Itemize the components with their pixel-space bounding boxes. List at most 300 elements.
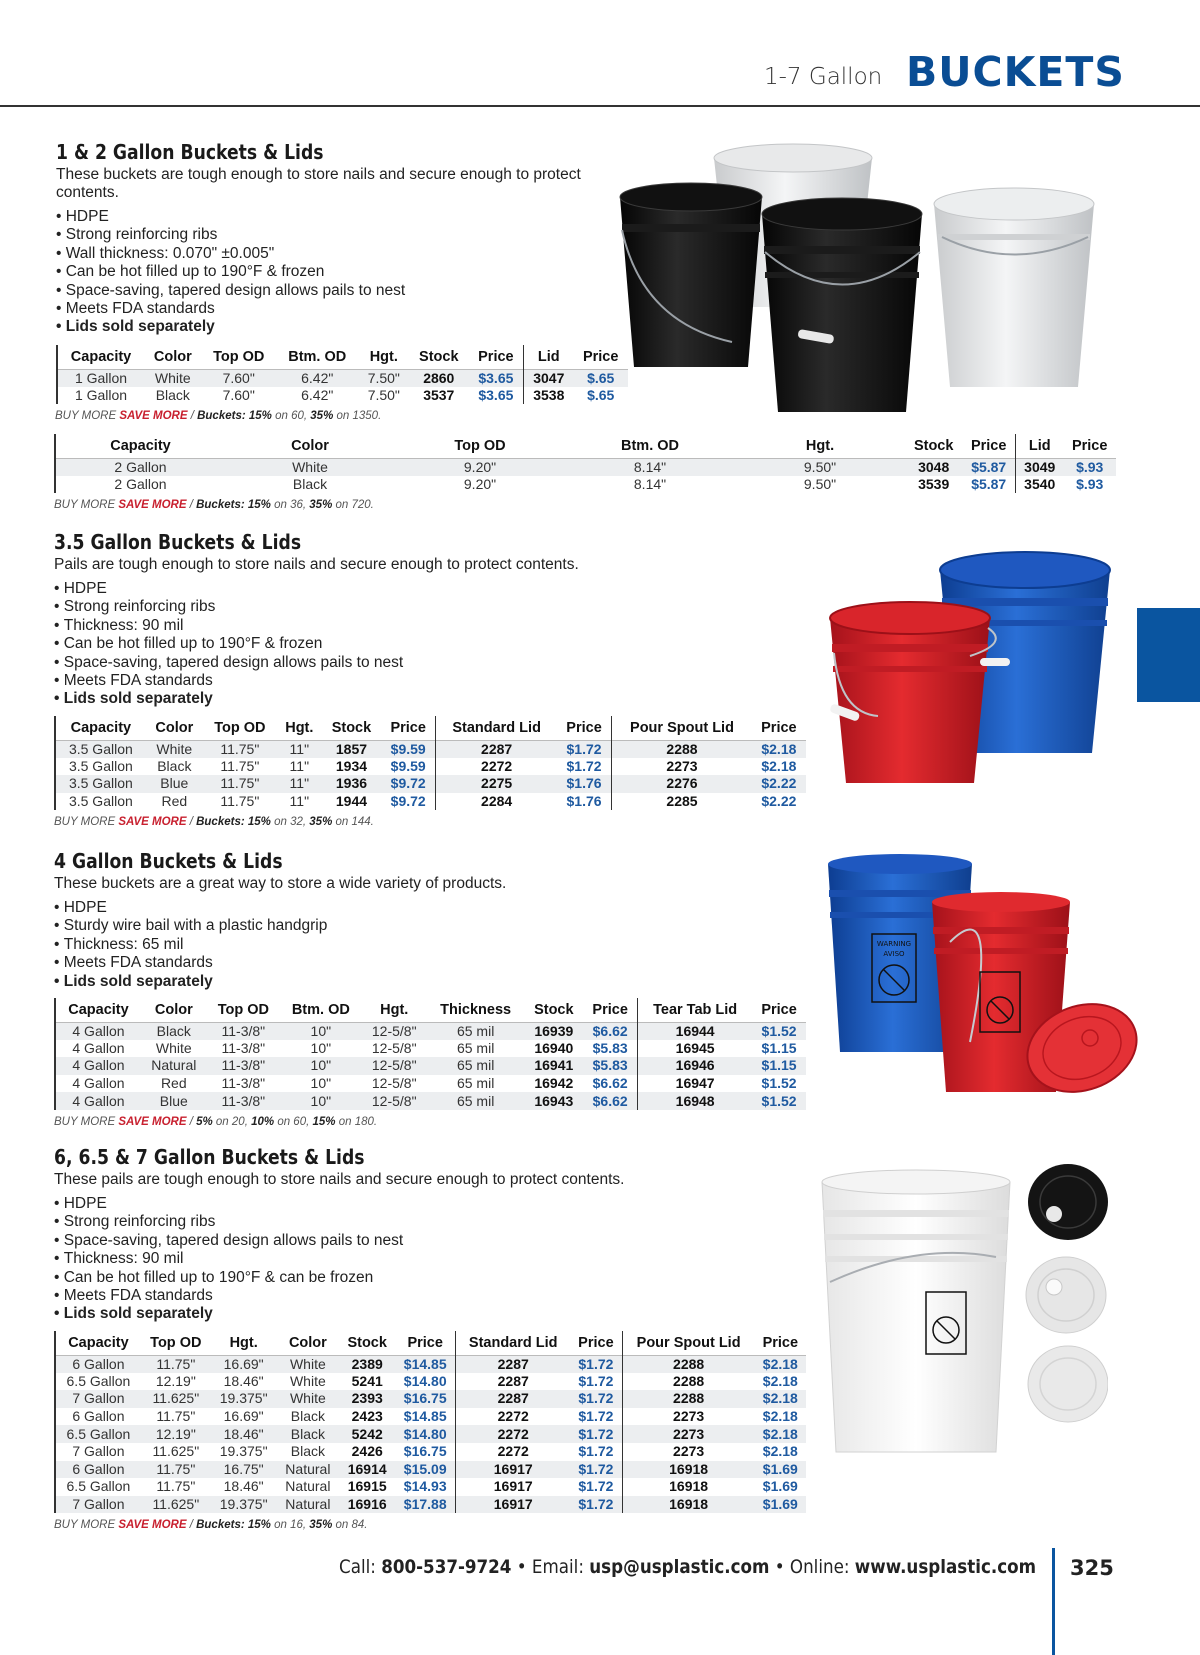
price-cell: $2.18 <box>755 1408 806 1426</box>
price-cell: $9.72 <box>381 775 436 793</box>
feature-item: • Strong reinforcing ribs <box>56 226 616 244</box>
website-link[interactable]: www.usplastic.com <box>854 1556 1036 1578</box>
cell: 12-5/8" <box>362 1022 427 1040</box>
cell: 3.5 Gallon <box>55 793 146 811</box>
cell: 6.5 Gallon <box>55 1425 141 1443</box>
cell: 10" <box>280 1057 362 1075</box>
price-cell: $3.65 <box>469 387 524 405</box>
price-cell: $1.72 <box>570 1355 622 1373</box>
volume-discount-note <box>55 410 381 422</box>
stock-cell: 1944 <box>322 793 381 811</box>
price-cell: $1.69 <box>755 1461 806 1479</box>
buy-more-text: BUY MORE <box>54 816 119 828</box>
lid-cell: 16918 <box>622 1478 755 1496</box>
cell: Natural <box>277 1496 340 1514</box>
cell: 65 mil <box>427 1057 525 1075</box>
cell: 9.20" <box>395 476 565 494</box>
discount-qty: on 16, <box>270 1519 310 1531</box>
cell: 6 Gallon <box>55 1408 141 1426</box>
cell: 11-3/8" <box>207 1022 280 1040</box>
price-cell: $2.18 <box>755 1443 806 1461</box>
cell: 11-3/8" <box>207 1075 280 1093</box>
bucket-photo-3-5-gallon <box>820 548 1120 793</box>
feature-item: • HDPE <box>54 899 774 917</box>
cell: 6.42" <box>276 387 359 405</box>
cell: 10" <box>280 1040 362 1058</box>
footer-divider <box>1052 1548 1055 1655</box>
lid-cell: 16947 <box>638 1075 753 1093</box>
cell: Red <box>141 1075 207 1093</box>
price-cell: $.93 <box>1063 476 1116 494</box>
cell: 7 Gallon <box>55 1443 141 1461</box>
price-cell: $.65 <box>573 369 628 387</box>
cell: Black <box>277 1408 340 1426</box>
discount-label: Buckets: <box>196 1519 245 1531</box>
cell: 11.75" <box>203 758 277 776</box>
feature-item: • Lids sold separately <box>54 690 774 708</box>
col-header: Stock <box>419 348 459 365</box>
discount-pct: 35% <box>310 410 334 422</box>
stock-cell: 1934 <box>322 758 381 776</box>
col-header: Hgt. <box>229 1334 258 1351</box>
lid-cell: 16918 <box>622 1496 755 1514</box>
stock-cell: 1936 <box>322 775 381 793</box>
phone-number[interactable]: 800-537-9724 <box>381 1556 512 1578</box>
cell: 3.5 Gallon <box>55 740 146 758</box>
cell: 18.46" <box>211 1478 277 1496</box>
feature-list <box>54 899 774 991</box>
discount-qty: on 36, <box>270 499 310 511</box>
cell: 65 mil <box>427 1022 525 1040</box>
feature-item: • Can be hot filled up to 190°F & frozen <box>54 635 774 653</box>
col-header: Capacity <box>55 434 225 458</box>
table-row <box>55 1390 806 1408</box>
discount-pct: 35% <box>309 1519 333 1531</box>
cell: 11.75" <box>141 1461 211 1479</box>
lid-cell: 2288 <box>622 1373 755 1391</box>
cell: 7.50" <box>359 387 409 405</box>
feature-item: • Can be hot filled up to 190°F & can be frozen <box>54 1269 774 1287</box>
volume-discount-note <box>54 816 374 828</box>
section-1-2-gallon <box>56 140 616 337</box>
col-header: Price <box>970 437 1007 454</box>
price-cell: $9.59 <box>381 740 436 758</box>
price-cell: $1.72 <box>570 1443 622 1461</box>
cell: Black <box>144 387 201 405</box>
section-4-gallon <box>54 849 774 991</box>
cell: Black <box>146 758 203 776</box>
lid-cell: 2287 <box>456 1373 571 1391</box>
table-row <box>55 1075 806 1093</box>
lid-cell: 2273 <box>622 1443 755 1461</box>
col-header: Top OD <box>213 348 265 365</box>
price-cell: $1.69 <box>755 1478 806 1496</box>
col-header: Price <box>592 1001 628 1018</box>
cell: 11.625" <box>141 1496 211 1514</box>
stock-cell: 16939 <box>524 1022 583 1040</box>
col-header: Capacity <box>55 998 141 1022</box>
price-cell: $9.59 <box>381 758 436 776</box>
discount-qty: on 144. <box>332 816 374 828</box>
cell: 12.19" <box>141 1373 211 1391</box>
lid-cell: 16917 <box>456 1461 571 1479</box>
bucket-photo-4-gallon <box>820 852 1140 1114</box>
discount-pct: 35% <box>309 499 333 511</box>
stock-cell: 2426 <box>339 1443 395 1461</box>
cell: 12-5/8" <box>362 1092 427 1110</box>
cell: 6.5 Gallon <box>55 1373 141 1391</box>
cell: Natural <box>277 1461 340 1479</box>
stock-cell: 16940 <box>524 1040 583 1058</box>
stock-cell: 2423 <box>339 1408 395 1426</box>
lid-cell: 2272 <box>456 1425 571 1443</box>
col-header: Top OD <box>217 1001 269 1018</box>
cell: 11.75" <box>203 740 277 758</box>
online-label: • Online: <box>769 1556 855 1578</box>
discount-qty: on 32, <box>270 816 310 828</box>
cell: 1 Gallon <box>57 369 144 387</box>
header-rule <box>0 105 1200 107</box>
lid-cell: 2285 <box>612 793 752 811</box>
col-header: Tear Tab Lid <box>638 998 753 1022</box>
slash: / <box>187 410 198 422</box>
table-row <box>55 1373 806 1391</box>
price-cell: $2.18 <box>755 1355 806 1373</box>
col-header: Pour Spout Lid <box>622 1331 755 1355</box>
cell: White <box>144 369 201 387</box>
cell: 19.375" <box>211 1390 277 1408</box>
cell: 11.75" <box>203 793 277 811</box>
price-cell: $1.72 <box>570 1461 622 1479</box>
email-label: • Email: <box>511 1556 590 1578</box>
col-header: Stock <box>534 1001 574 1018</box>
price-cell: $2.18 <box>755 1425 806 1443</box>
discount-qty: on 180. <box>335 1116 378 1128</box>
discount-pct: 35% <box>309 816 333 828</box>
header-title: BUCKETS <box>906 48 1125 96</box>
feature-item: • Strong reinforcing ribs <box>54 598 774 616</box>
buy-more-text: BUY MORE <box>55 410 120 422</box>
cell: 4 Gallon <box>55 1040 141 1058</box>
price-cell: $14.85 <box>395 1408 456 1426</box>
stock-cell: 2860 <box>409 369 469 387</box>
price-cell: $2.22 <box>752 793 806 811</box>
section-6-7-gallon <box>54 1145 774 1324</box>
col-header: Price <box>761 719 797 736</box>
cell: 7.60" <box>202 369 276 387</box>
price-cell: $14.80 <box>395 1425 456 1443</box>
discount-pct: 15% <box>247 1519 271 1531</box>
discount-qty: on 60, <box>271 410 311 422</box>
cell: 6.42" <box>276 369 359 387</box>
lid-cell: 2288 <box>622 1355 755 1373</box>
cell: 16.69" <box>211 1408 277 1426</box>
price-cell: $6.62 <box>583 1092 637 1110</box>
cell: 11.75" <box>141 1355 211 1373</box>
discount-pct: 10% <box>251 1116 275 1128</box>
price-cell: $1.15 <box>752 1040 806 1058</box>
feature-item: • Meets FDA standards <box>54 672 774 690</box>
section-tab <box>1137 608 1200 702</box>
table-row <box>55 1443 806 1461</box>
col-header: Hgt. <box>285 719 314 736</box>
page-header <box>0 0 1200 108</box>
price-cell: $1.72 <box>570 1373 622 1391</box>
lid-cell: 2273 <box>622 1425 755 1443</box>
table-row <box>55 1022 806 1040</box>
lid-cell: 2287 <box>456 1355 571 1373</box>
col-header: Price <box>578 1334 614 1351</box>
col-header: Lid <box>524 345 574 369</box>
col-header: Price <box>582 348 619 365</box>
price-cell: $5.87 <box>962 458 1015 476</box>
slash: / <box>186 1519 197 1531</box>
email-link[interactable]: usp@usplastic.com <box>589 1556 770 1578</box>
table-row <box>55 1040 806 1058</box>
feature-item: • Meets FDA standards <box>54 1287 774 1305</box>
cell: Blue <box>141 1092 207 1110</box>
bucket-photo-1-2-gallon <box>612 142 1112 417</box>
cell: 12-5/8" <box>362 1075 427 1093</box>
discount-label: Buckets: <box>196 816 245 828</box>
table-row <box>55 1478 806 1496</box>
stock-cell: 2393 <box>339 1390 395 1408</box>
cell: 11" <box>277 793 322 811</box>
col-header: Stock <box>347 1334 387 1351</box>
save-more-text: SAVE MORE <box>118 816 187 828</box>
cell: 10" <box>280 1075 362 1093</box>
cell: 11.75" <box>203 775 277 793</box>
spec-table-3-5-gallon <box>54 716 806 810</box>
price-cell: $9.72 <box>381 793 436 811</box>
price-cell: $6.62 <box>583 1075 637 1093</box>
cell: White <box>277 1373 340 1391</box>
buy-more-text: BUY MORE <box>54 1519 119 1531</box>
price-cell: $1.76 <box>557 775 612 793</box>
discount-label: Buckets: <box>196 499 245 511</box>
price-cell: $2.22 <box>752 775 806 793</box>
discount-qty: on 84. <box>332 1519 368 1531</box>
cell: 4 Gallon <box>55 1075 141 1093</box>
cell: 7 Gallon <box>55 1390 141 1408</box>
section-description: These buckets are a great way to store a wide variety of products. <box>54 875 507 892</box>
feature-item: • Meets FDA standards <box>54 954 774 972</box>
save-more-text: SAVE MORE <box>118 1116 187 1128</box>
lid-cell: 3540 <box>1016 476 1064 494</box>
lid-cell: 16944 <box>638 1022 753 1040</box>
lid-cell: 3049 <box>1016 458 1064 476</box>
cell: 9.50" <box>735 458 905 476</box>
cell: Blue <box>146 775 203 793</box>
cell: White <box>225 458 395 476</box>
section-3-5-gallon <box>54 530 774 709</box>
cell: 4 Gallon <box>55 1057 141 1075</box>
price-cell: $5.87 <box>962 476 1015 494</box>
price-cell: $3.65 <box>469 369 524 387</box>
price-cell: $15.09 <box>395 1461 456 1479</box>
table-row <box>55 1496 806 1514</box>
page-number: 325 <box>1070 1556 1114 1580</box>
cell: Red <box>146 793 203 811</box>
spec-table-6-7-gallon <box>54 1331 806 1513</box>
cell: 12-5/8" <box>362 1057 427 1075</box>
feature-item: • Space-saving, tapered design allows pails to nest <box>56 282 616 300</box>
cell: 6 Gallon <box>55 1461 141 1479</box>
feature-list <box>54 580 774 709</box>
price-cell: $1.72 <box>570 1408 622 1426</box>
feature-list <box>54 1195 774 1324</box>
col-header: Color <box>154 1001 193 1018</box>
stock-cell: 3539 <box>905 476 962 494</box>
feature-item: • Thickness: 90 mil <box>54 1250 774 1268</box>
table-row <box>55 758 806 776</box>
col-header: Price <box>478 348 514 365</box>
table-row <box>55 458 1116 476</box>
price-cell: $5.83 <box>583 1057 637 1075</box>
lid-cell: 2284 <box>436 793 557 811</box>
cell: White <box>277 1390 340 1408</box>
lid-cell: 2287 <box>436 740 557 758</box>
slash: / <box>186 816 197 828</box>
cell: 7 Gallon <box>55 1496 141 1514</box>
discount-label: Buckets: <box>197 410 246 422</box>
lid-cell: 2275 <box>436 775 557 793</box>
col-header: Color <box>288 1334 327 1351</box>
stock-cell: 16941 <box>524 1057 583 1075</box>
cell: 19.375" <box>211 1496 277 1514</box>
cell: White <box>146 740 203 758</box>
cell: 12-5/8" <box>362 1040 427 1058</box>
price-cell: $17.88 <box>395 1496 456 1514</box>
discount-qty: on 60, <box>274 1116 313 1128</box>
discount-pct: 15% <box>248 410 272 422</box>
stock-cell: 5242 <box>339 1425 395 1443</box>
feature-item: • Meets FDA standards <box>56 300 616 318</box>
feature-item: • Can be hot filled up to 190°F & frozen <box>56 263 616 281</box>
section-description: These pails are tough enough to store nails and secure enough to protect contents. <box>54 1171 625 1188</box>
col-header: Price <box>390 719 426 736</box>
volume-discount-note <box>54 1116 377 1128</box>
price-cell: $1.72 <box>570 1390 622 1408</box>
col-header: Price <box>566 719 602 736</box>
feature-list <box>56 208 616 337</box>
cell: 11.625" <box>141 1390 211 1408</box>
feature-item: • Wall thickness: 0.070" ±0.005" <box>56 245 616 263</box>
col-header: Stock <box>913 437 954 454</box>
stock-cell: 16915 <box>339 1478 395 1496</box>
table-row <box>57 387 628 405</box>
save-more-text: SAVE MORE <box>118 499 187 511</box>
stock-cell: 1857 <box>322 740 381 758</box>
col-header: Color <box>155 719 194 736</box>
table-row <box>55 1092 806 1110</box>
col-header: Price <box>1071 437 1108 454</box>
lid-cell: 2272 <box>436 758 557 776</box>
cell: 19.375" <box>211 1443 277 1461</box>
cell: 11.625" <box>141 1443 211 1461</box>
cell: 11.75" <box>141 1408 211 1426</box>
price-cell: $2.18 <box>752 758 806 776</box>
lid-cell: 16948 <box>638 1092 753 1110</box>
lid-cell: 3047 <box>524 369 574 387</box>
aviso-label: AVISO <box>883 950 905 958</box>
cell: 65 mil <box>427 1075 525 1093</box>
stock-cell: 16914 <box>339 1461 395 1479</box>
col-header: Hgt. <box>805 437 835 454</box>
stock-cell: 5241 <box>339 1373 395 1391</box>
table-row <box>57 369 628 387</box>
cell: Black <box>225 476 395 494</box>
warning-label: WARNING <box>876 940 912 948</box>
table-row <box>55 793 806 811</box>
discount-pct: 5% <box>196 1116 213 1128</box>
cell: 10" <box>280 1092 362 1110</box>
feature-item: • Space-saving, tapered design allows pails to nest <box>54 654 774 672</box>
discount-qty: on 20, <box>212 1116 252 1128</box>
col-header: Color <box>291 437 329 454</box>
feature-item: • Thickness: 90 mil <box>54 617 774 635</box>
cell: White <box>277 1355 340 1373</box>
cell: White <box>141 1040 207 1058</box>
cell: 7.60" <box>202 387 276 405</box>
table-row <box>55 1408 806 1426</box>
cell: 4 Gallon <box>55 1092 141 1110</box>
table-row <box>55 1425 806 1443</box>
price-cell: $1.72 <box>570 1425 622 1443</box>
feature-item: • Space-saving, tapered design allows pails to nest <box>54 1232 774 1250</box>
price-cell: $1.15 <box>752 1057 806 1075</box>
cell: 2 Gallon <box>55 476 225 494</box>
col-header: Hgt. <box>369 348 398 365</box>
bucket-photo-6-7-gallon <box>818 1162 1108 1457</box>
price-cell: $14.80 <box>395 1373 456 1391</box>
section-title: 6, 6.5 & 7 Gallon Buckets & Lids <box>54 1145 365 1169</box>
price-cell: $1.52 <box>752 1022 806 1040</box>
lid-cell: 2272 <box>456 1443 571 1461</box>
feature-item: • Lids sold separately <box>54 973 774 991</box>
col-header: Standard Lid <box>456 1331 571 1355</box>
stock-cell: 3048 <box>905 458 962 476</box>
price-cell: $1.52 <box>752 1075 806 1093</box>
lid-cell: 2272 <box>456 1408 571 1426</box>
price-cell: $1.72 <box>570 1496 622 1514</box>
lid-cell: 2288 <box>612 740 752 758</box>
page-footer <box>0 1540 1200 1655</box>
price-cell: $1.69 <box>755 1496 806 1514</box>
buy-more-text: BUY MORE <box>54 499 119 511</box>
lid-cell: 16917 <box>456 1478 571 1496</box>
cell: 10" <box>280 1022 362 1040</box>
cell: Natural <box>141 1057 207 1075</box>
cell: 9.20" <box>395 458 565 476</box>
col-header: Price <box>762 1334 799 1351</box>
cell: 16.69" <box>211 1355 277 1373</box>
lid-cell: 16945 <box>638 1040 753 1058</box>
price-cell: $1.72 <box>557 758 612 776</box>
cell: 18.46" <box>211 1425 277 1443</box>
col-header: Btm. OD <box>288 348 347 365</box>
cell: 3.5 Gallon <box>55 775 146 793</box>
price-cell: $6.62 <box>583 1022 637 1040</box>
cell: 9.50" <box>735 476 905 494</box>
section-title: 4 Gallon Buckets & Lids <box>54 849 283 873</box>
lid-cell: 16918 <box>622 1461 755 1479</box>
col-header: Capacity <box>55 1331 141 1355</box>
cell: Black <box>141 1022 207 1040</box>
call-label: Call: <box>339 1556 382 1578</box>
stock-cell: 16942 <box>524 1075 583 1093</box>
stock-cell: 3537 <box>409 387 469 405</box>
